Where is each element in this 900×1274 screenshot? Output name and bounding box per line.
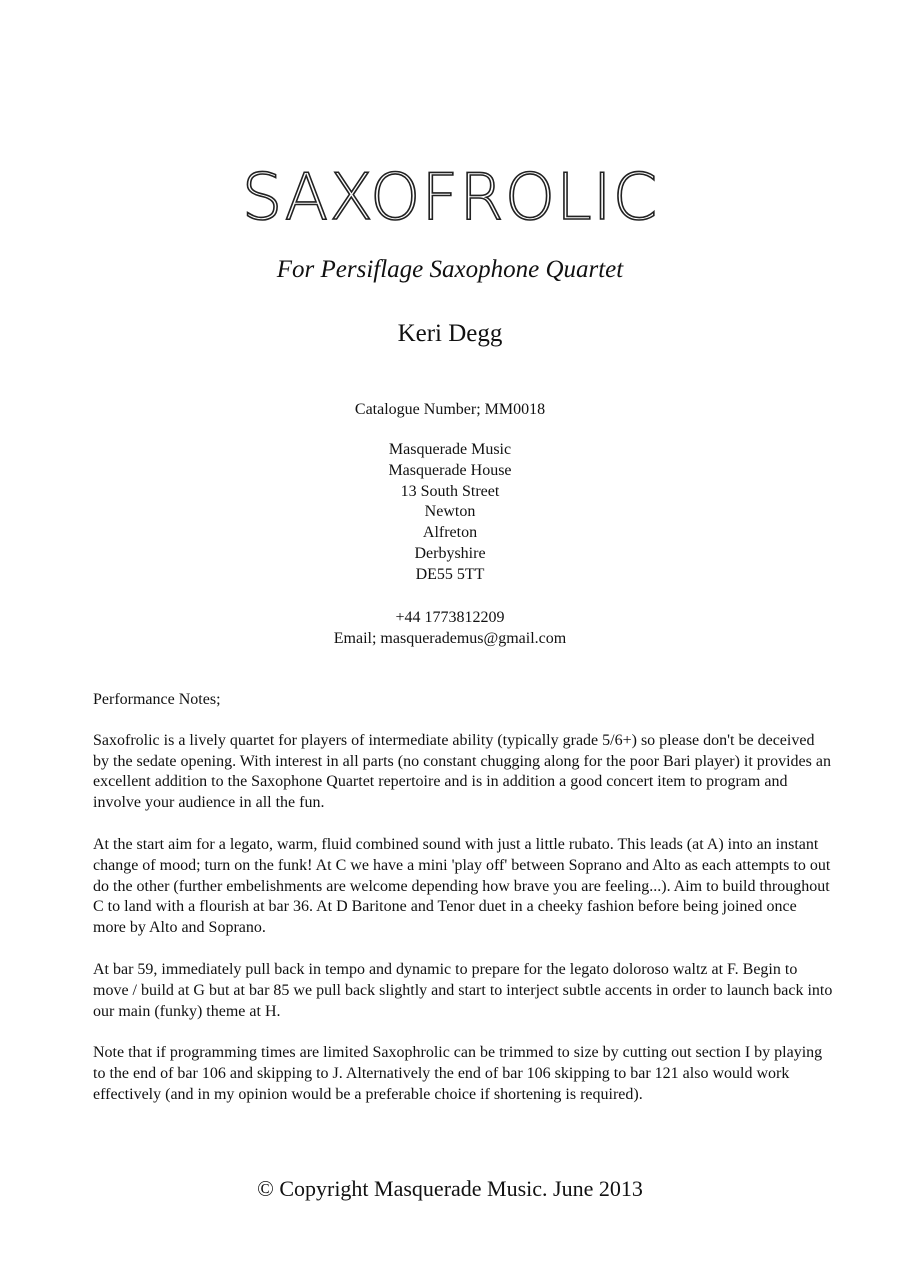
notes-paragraph: Saxofrolic is a lively quartet for players of intermediate ability (typically grade 5/6+) so please don't be deceived by the sedate opening. With interest in all parts (no constant chugging along for the poor Bari player) it provides an excellent addition to the Saxophone Quartet repertoire and is in addition a good concert item to program and involve your audience in all the fun. <box>93 731 831 812</box>
address-line: Masquerade House <box>388 461 512 479</box>
address-line: Alfreton <box>422 524 478 542</box>
contact-info <box>0 607 900 649</box>
phone-number: +44 1773812209 <box>395 609 505 626</box>
email-address: Email; masquerademus@gmail.com <box>333 630 567 647</box>
notes-heading: Performance Notes; <box>93 691 221 708</box>
catalogue-number: Catalogue Number; MM0018 <box>354 401 546 418</box>
notes-paragraph: At the start aim for a legato, warm, fluid combined sound with just a little rubato. This leads (at A) into an instant change of mood; turn on the funk! At C we have a mini 'play off' between Soprano and Alto as each attempts to out do the other (further embelishments are welcome depending how brave you are feeling...). Aim to build throughout C to land with a flourish at bar 36. At D Baritone and Tenor duet in a cheeky fashion before being joined once more by Alto and Soprano. <box>93 835 831 937</box>
address-line: Newton <box>424 503 476 521</box>
notes-paragraph: At bar 59, immediately pull back in tempo and dynamic to prepare for the legato doloroso waltz at F. Begin to move / build at G but at bar 85 we pull back slightly and start to interject subtle accents in order to launch back into our main (funky) theme at H. <box>93 960 833 1020</box>
address-line: 13 South Street <box>400 482 500 500</box>
performance-notes <box>93 690 833 1127</box>
address-line: Masquerade Music <box>388 441 512 458</box>
piece-title: SAXOFROLIC <box>241 161 659 235</box>
composer-name: Keri Degg <box>397 320 503 347</box>
subtitle: For Persiflage Saxophone Quartet <box>276 256 624 283</box>
address-line: DE55 5TT <box>415 565 485 583</box>
publisher-address <box>0 440 900 586</box>
notes-paragraph: Note that if programming times are limited Saxophrolic can be trimmed to size by cutting out section I by playing to the end of bar 106 and skipping to J. Alternatively the end of bar 106 skipping to bar 121 also would work effectively (and in my opinion would be a preferable choice if shortening is required). <box>93 1044 823 1103</box>
copyright-notice: © Copyright Masquerade Music. June 2013 <box>257 1176 643 1201</box>
address-line: Derbyshire <box>414 544 486 562</box>
